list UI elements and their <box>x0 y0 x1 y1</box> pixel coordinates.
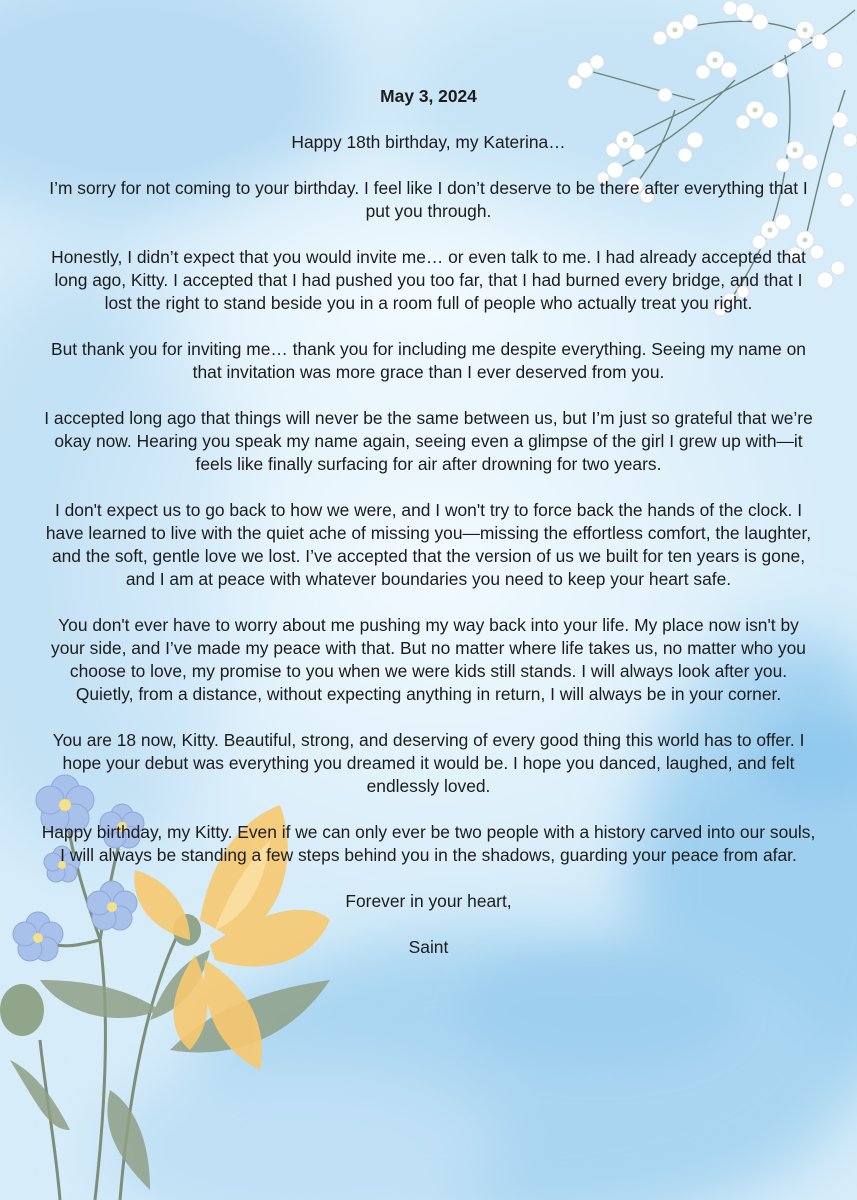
letter-date: May 3, 2024 <box>380 86 477 106</box>
letter-body <box>40 85 817 982</box>
letter-paragraph: Honestly, I didn’t expect that you would invite me… or even talk to me. I had already accepted that long ago, Kitty. I accepted that I had pushed you too far, that I had burned every bridge, and that I lost the right to stand beside you in a room full of people who actually treat you right. <box>51 247 806 313</box>
letter-paragraph: Happy birthday, my Kitty. Even if we can only ever be two people with a history carved into our souls, I will always be standing a few steps behind you in the shadows, guarding your peace from afar. <box>41 822 816 865</box>
letter-paragraph: I accepted long ago that things will never be the same between us, but I’m just so grateful that we’re okay now. Hearing you speak my name again, seeing even a glimpse of the girl I grew up with—it feels like finally surfacing for air after drowning for two years. <box>44 408 813 474</box>
letter-closing: Forever in your heart, <box>345 891 512 911</box>
letter-paragraph: But thank you for inviting me… thank you for including me despite everything. Seeing my name on that invitation was more grace than I ever deserved from you. <box>51 339 806 382</box>
letter-signature: Saint <box>408 937 449 957</box>
letter-paragraph: You are 18 now, Kitty. Beautiful, strong, and deserving of every good thing this world has to offer. I hope your debut was everything you dreamed it would be. I hope you danced, laughed, and felt endlessly loved. <box>52 730 805 796</box>
letter-paragraph: You don't ever have to worry about me pushing my way back into your life. My place now isn't by your side, and I’ve made my peace with that. But no matter where life takes us, no matter who you choose to love, my promise to you when we were kids still stands. I will always look after you. Quietly, from a distance, without expecting anything in return, I will always be in your corner. <box>51 615 806 704</box>
letter-greeting: Happy 18th birthday, my Katerina… <box>291 132 566 152</box>
letter-paragraph: I’m sorry for not coming to your birthday. I feel like I don’t deserve to be there after everything that I put you through. <box>49 178 808 221</box>
letter-paragraph: I don't expect us to go back to how we were, and I won't try to force back the hands of the clock. I have learned to live with the quiet ache of missing you—missing the effortless comfort, the laughter, and the soft, gentle love we lost. I’ve accepted that the version of us we built for ten years is gone, and I am at peace with whatever boundaries you need to keep your heart safe. <box>45 500 812 589</box>
